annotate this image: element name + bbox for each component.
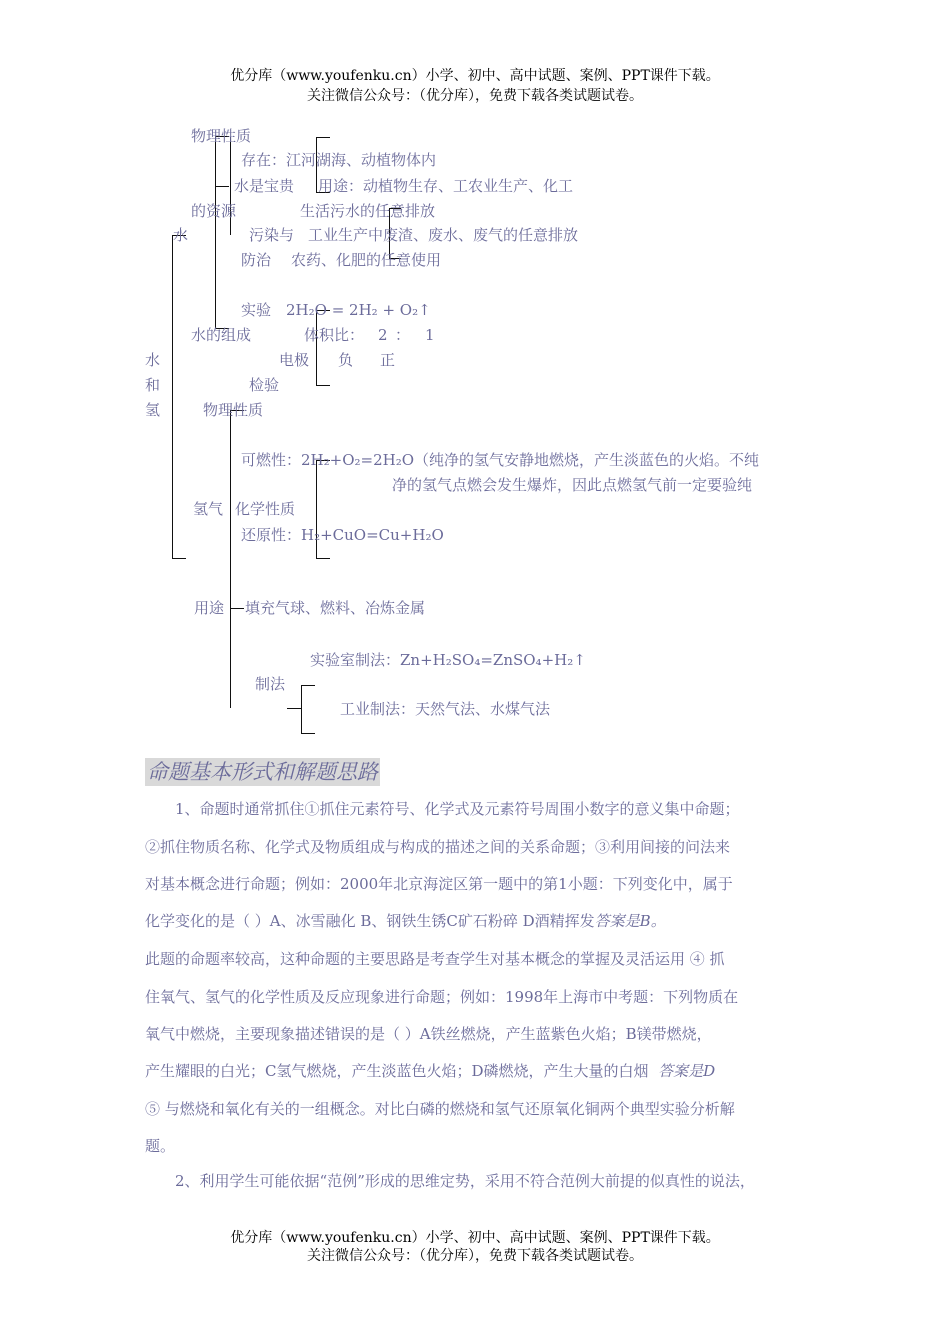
domestic-sewage: 生活污水的任意排放 xyxy=(300,202,436,220)
page-footer-line1: 优分库（www.youfenku.cn）小学、初中、高中试题、案例、PPT课件下载。 xyxy=(230,1230,720,1246)
body-line-8 xyxy=(145,1060,817,1081)
pesticides: 农药、化肥的任意使用 xyxy=(291,251,442,269)
uses-bracket-top xyxy=(316,137,330,138)
chem-bracket-bottom xyxy=(316,558,330,559)
body-line-6: 住氧气、氢气的化学性质及反应现象进行命题；例如：1998年上海市中考题：下列物质在 xyxy=(145,988,739,1006)
body-line-5: 此题的命题率较高，这种命题的主要思路是考查学生对基本概念的掌握及灵活运用 ④ 抓 xyxy=(145,950,725,968)
composition-bracket-vertical xyxy=(316,310,317,385)
hydrogen-uses-text: 填充气球、燃料、冶炼金属 xyxy=(245,599,426,617)
prep-bracket-bottom xyxy=(301,733,315,734)
section-title: 命题基本形式和解题思路 xyxy=(147,760,378,784)
electrode-negative: 负 xyxy=(338,351,354,369)
root-bracket-vertical xyxy=(172,235,173,558)
root-char-1: 水 xyxy=(145,351,161,369)
electrolysis-equation: 2H₂O = 2H₂ + O₂↑ xyxy=(286,301,431,319)
hydrogen-flammability: 可燃性：2H₂+O₂=2H₂O（纯净的氢气安静地燃烧，产生淡蓝色的火焰。不纯 xyxy=(241,451,760,469)
water-existence: 存在：江河湖海、动植物体内 xyxy=(241,151,437,169)
water-label: 水 xyxy=(173,226,189,244)
root-char-3: 氢 xyxy=(145,401,161,419)
hydrogen-bracket-vertical xyxy=(230,410,231,708)
composition-bracket-bottom xyxy=(316,385,330,386)
volume-ratio-colon: ： xyxy=(395,326,411,344)
prep-bracket-mid xyxy=(287,708,301,709)
water-precious: 水是宝贵 xyxy=(234,177,295,195)
hydrogen-label: 氢气 xyxy=(193,500,224,518)
water-physical-properties: 物理性质 xyxy=(191,127,252,145)
page-header-line1: 优分库（www.youfenku.cn）小学、初中、高中试题、案例、PPT课件下载。 xyxy=(230,68,720,84)
answer-1: 答案是B。 xyxy=(594,912,666,930)
volume-ratio-1: 1 xyxy=(425,326,435,344)
test-label: 检验 xyxy=(249,376,280,394)
body-line-2: ②抓住物质名称、化学式及物质组成与构成的描述之间的关系命题；③利用间接的问法来 xyxy=(145,838,731,856)
prep-bracket-vertical xyxy=(301,685,302,733)
pollution-label: 污染与 xyxy=(249,226,295,244)
body-line-7: 氧气中燃烧，主要现象描述错误的是（ ）A铁丝燃烧，产生蓝紫色火焰；B镁带燃烧， xyxy=(145,1025,712,1043)
body-line-8-text: 产生耀眼的白光；C氢气燃烧，产生淡蓝色火焰；D磷燃烧，产生大量的白烟 xyxy=(145,1062,649,1080)
hydrogen-uses-label: 用途 xyxy=(194,599,225,617)
body-line-11: 2、利用学生可能依据“范例”形成的思维定势，采用不符合范例大前提的似真性的说法， xyxy=(175,1172,755,1190)
page-header-line2: 关注微信公众号：（优分库），免费下载各类试题试卷。 xyxy=(307,88,643,104)
hydrogen-reducibility: 还原性：H₂+CuO=Cu+H₂O xyxy=(241,526,444,544)
water-composition: 水的组成 xyxy=(191,326,252,344)
body-line-4 xyxy=(145,910,817,931)
electrode-label: 电极 xyxy=(279,351,310,369)
industrial-preparation: 工业制法：天然气法、水煤气法 xyxy=(340,700,551,718)
hydrogen-physical-properties: 物理性质 xyxy=(203,401,264,419)
page-footer-line2: 关注微信公众号：（优分库），免费下载各类试题试卷。 xyxy=(307,1248,643,1264)
root-bracket-bottom xyxy=(172,558,186,559)
body-line-3: 对基本概念进行命题；例如：2000年北京海淀区第一题中的第1小题：下列变化中，属于 xyxy=(145,875,733,893)
root-char-2: 和 xyxy=(145,376,161,394)
water-bracket-vertical xyxy=(215,136,216,328)
hydrogen-flammability-cont: 净的氢气点燃会发生爆炸，因此点燃氢气前一定要验纯 xyxy=(392,476,753,494)
body-line-10: 题。 xyxy=(145,1137,176,1155)
lab-preparation: 实验室制法：Zn+H₂SO₄=ZnSO₄+H₂↑ xyxy=(310,651,586,669)
prep-bracket-top xyxy=(301,685,315,686)
water-uses: 用途：动植物生存、工农业生产、化工 xyxy=(318,177,574,195)
electrode-positive: 正 xyxy=(380,351,396,369)
industrial-waste: 工业生产中废渣、废水、废气的任意排放 xyxy=(308,226,579,244)
experiment-label: 实验 xyxy=(241,301,272,319)
prevention-label: 防治 xyxy=(241,251,272,269)
hydrogen-chemical-properties: 化学性质 xyxy=(235,500,296,518)
body-line-1: 1、命题时通常抓住①抓住元素符号、化学式及元素符号周围小数字的意义集中命题； xyxy=(175,800,740,818)
answer-2: 答案是D xyxy=(658,1062,716,1080)
preparation-label: 制法 xyxy=(255,675,286,693)
body-line-4-text: 化学变化的是（ ）A、冰雪融化 B、钢铁生锈C矿石粉碎 D酒精挥发 xyxy=(145,912,595,930)
water-bracket-mid xyxy=(215,186,229,187)
body-line-9: ⑤ 与燃烧和氧化有关的一组概念。对比白磷的燃烧和氢气还原氧化铜两个典型实验分析解 xyxy=(145,1100,735,1118)
volume-ratio-2: 2 xyxy=(378,326,388,344)
volume-ratio-label: 体积比： xyxy=(304,326,365,344)
hydrogen-bracket-uses xyxy=(230,608,244,609)
water-resource: 的资源 xyxy=(191,202,237,220)
